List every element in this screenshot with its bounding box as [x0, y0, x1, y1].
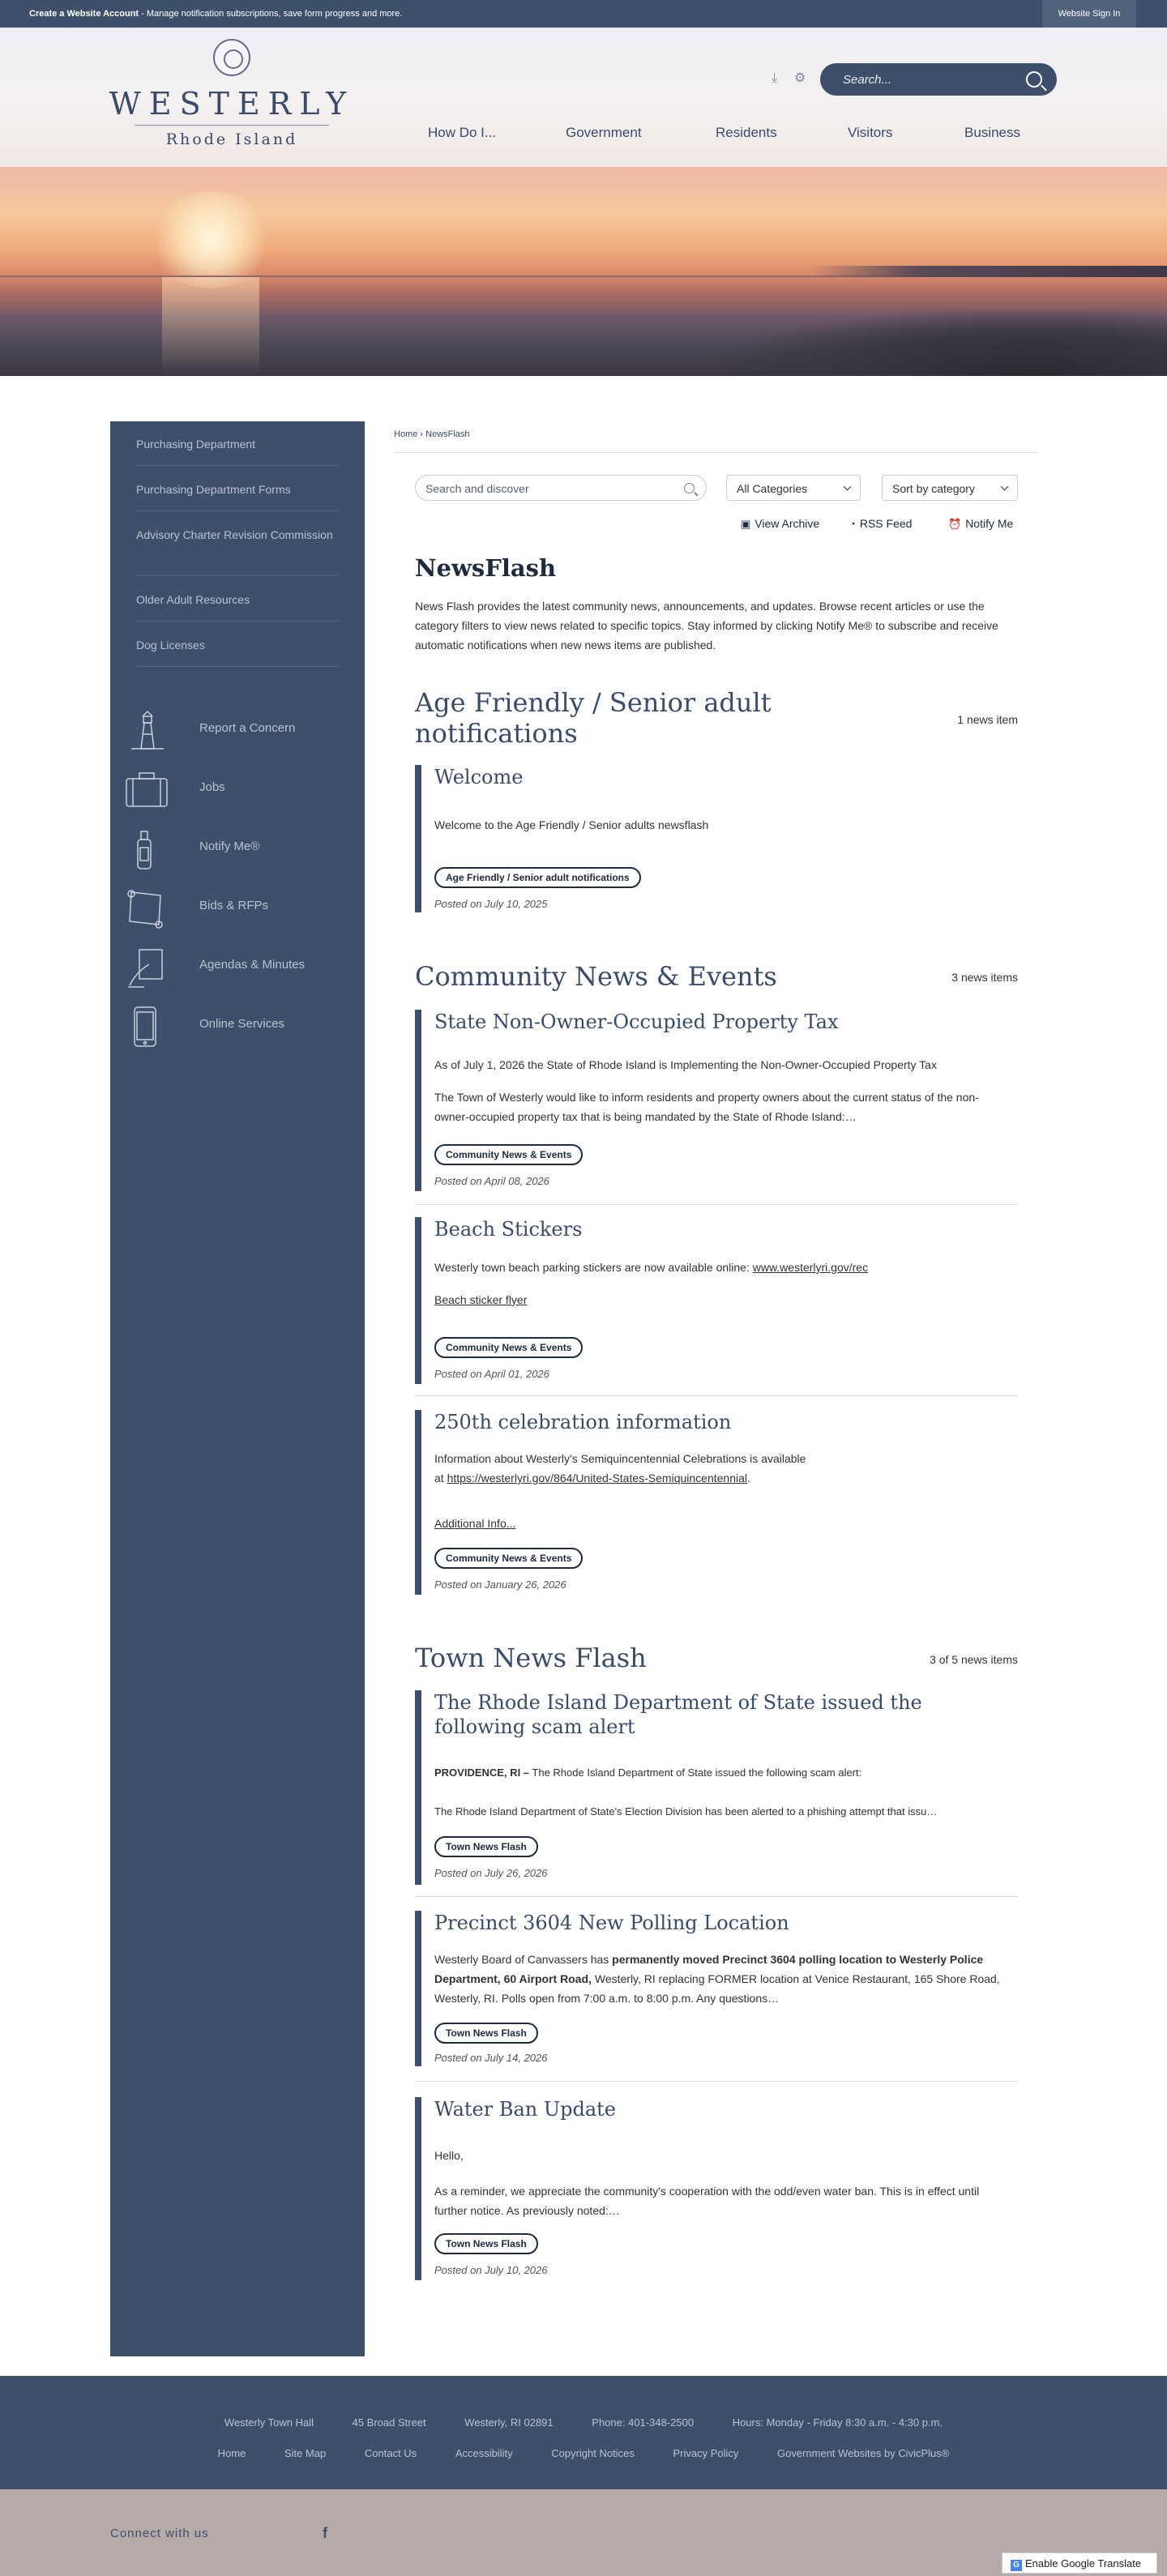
news-item	[415, 1690, 1018, 1885]
news-item-date: Posted on July 10, 2025	[434, 898, 548, 910]
nav-visitors[interactable]: Visitors	[848, 125, 893, 140]
logo-wordmark: WESTERLY	[109, 86, 355, 122]
news-divider	[415, 1896, 1018, 1897]
news-item	[415, 1010, 1018, 1191]
create-account-link[interactable]	[29, 9, 402, 19]
nav-government[interactable]: Government	[566, 125, 642, 140]
footer-link-accessibility[interactable]: Accessibility	[455, 2447, 513, 2459]
hero-glare	[162, 277, 259, 374]
news-item	[415, 1911, 1018, 2066]
quicklink-label: Notify Me®	[199, 839, 260, 853]
quicklink-report-concern[interactable]	[123, 707, 350, 752]
news-item-body-text: at	[434, 1472, 447, 1485]
chevron-down-icon	[844, 483, 852, 491]
news-item	[415, 1217, 1018, 1384]
news-item-tag[interactable]: Community News & Events	[434, 1144, 583, 1165]
news-item-body-bold: PROVIDENCE, RI –	[434, 1766, 530, 1779]
breadcrumb	[394, 429, 470, 439]
news-divider	[415, 2081, 1018, 2082]
breadcrumb-separator: ›	[420, 429, 424, 439]
footer-link-privacy[interactable]: Privacy Policy	[673, 2447, 739, 2459]
news-item-body: As of July 1, 2026 the State of Rhode Island is Implementing the Non-Owner-Occupied Property Tax	[434, 1058, 937, 1071]
create-account-bold[interactable]: Create a Website Account	[29, 9, 139, 19]
translate-icon[interactable]: ⤓	[772, 71, 778, 85]
site-footer	[0, 2376, 1167, 2489]
news-item-body-text: Westerly town beach parking stickers are now available online:	[434, 1261, 753, 1274]
footer-street: 45 Broad Street	[352, 2416, 426, 2429]
sidebar-divider	[136, 621, 339, 622]
hero-rocks	[713, 311, 1167, 376]
news-item-tag[interactable]: Community News & Events	[434, 1548, 583, 1569]
westerly-logo[interactable]	[109, 39, 355, 177]
news-item-link[interactable]: www.westerlyri.gov/rec	[752, 1261, 869, 1274]
header-icons	[772, 70, 817, 86]
footer-link-home[interactable]: Home	[217, 2447, 246, 2459]
lighthouse-icon	[123, 710, 169, 752]
news-item-body: As a reminder, we appreciate the community's cooperation with the odd/even water ban. This is in effect until further notice. As previously noted:…	[434, 2185, 980, 2217]
archive-icon: ▣	[741, 518, 751, 530]
create-account-text: - Manage notification subscriptions, save form progress and more.	[139, 9, 403, 19]
news-item	[415, 1410, 1018, 1595]
news-item-tag[interactable]: Town News Flash	[434, 1836, 538, 1857]
quicklink-online-services[interactable]	[123, 1002, 350, 1048]
footer-hours: Hours: Monday - Friday 8:30 a.m. - 4:30 p.m.	[732, 2416, 943, 2429]
news-item-body-text: The Rhode Island Department of State issued the following scam alert:	[529, 1766, 862, 1779]
footer-phone[interactable]: Phone: 401-348-2500	[592, 2416, 695, 2429]
quill-document-icon	[123, 946, 169, 989]
rss-feed-link[interactable]	[849, 517, 912, 530]
news-item-body: The Town of Westerly would like to inform residents and property owners about the current status of the non-owner-occupied property tax that is being mandated by the State of Rhode Island:…	[434, 1091, 979, 1123]
town-seal-icon	[213, 39, 250, 76]
website-sign-in-button[interactable]: Website Sign In	[1042, 0, 1136, 28]
google-translate-button[interactable]	[1002, 2553, 1157, 2574]
breadcrumb-current: NewsFlash	[425, 429, 470, 439]
news-item-title[interactable]: Water Ban Update	[434, 2098, 616, 2121]
briefcase-icon	[123, 769, 169, 811]
page-description: News Flash provides the latest community news, announcements, and updates. Browse recent articles or use the category filters to view news related to specific topics. Stay informed by clicking Notify Me® to subscribe and receive automatic notifications when new news items are published.	[415, 600, 998, 651]
connect-heading: Connect with us	[110, 2527, 209, 2540]
smartphone-icon	[123, 1006, 169, 1048]
footer-city: Westerly, RI 02891	[464, 2416, 554, 2429]
quicklink-jobs[interactable]	[123, 766, 350, 811]
additional-info-link[interactable]: Additional Info...	[434, 1517, 516, 1530]
sidebar-item-purchasing-forms[interactable]: Purchasing Department Forms	[136, 483, 291, 496]
site-header	[0, 28, 1167, 167]
quicklink-label: Online Services	[199, 1017, 285, 1031]
news-item	[415, 2097, 1018, 2280]
news-item-date: Posted on January 26, 2026	[434, 1578, 566, 1591]
search-icon[interactable]	[1026, 71, 1042, 88]
footer-link-contact[interactable]: Contact Us	[364, 2447, 417, 2459]
news-item-body	[434, 1258, 1010, 1277]
nav-residents[interactable]: Residents	[716, 125, 777, 140]
news-divider	[415, 1204, 1018, 1205]
sidebar-item-older-adult[interactable]: Older Adult Resources	[136, 593, 250, 606]
category-title[interactable]: Town News Flash	[415, 1643, 647, 1673]
page-title: NewsFlash	[415, 554, 557, 582]
scroll-icon	[123, 887, 169, 929]
hero-banner	[0, 167, 1167, 376]
news-item-date: Posted on July 14, 2026	[434, 2052, 548, 2064]
nav-how-do-i[interactable]: How Do I...	[428, 125, 497, 140]
hero-sun	[146, 191, 276, 288]
social-bar	[0, 2489, 1167, 2576]
breadcrumb-divider	[394, 452, 1037, 453]
sidebar-item-dog-licenses[interactable]: Dog Licenses	[136, 639, 205, 651]
news-item-body	[434, 1449, 1010, 1488]
footer-contact-row	[0, 2416, 1167, 2429]
sidebar-divider	[136, 465, 339, 466]
google-translate-icon: G	[1011, 2560, 1022, 2571]
category-count: 3 of 5 news items	[930, 1653, 1018, 1666]
news-item-body	[434, 1763, 1010, 1783]
footer-link-copyright[interactable]: Copyright Notices	[551, 2447, 635, 2459]
news-divider	[415, 1395, 1018, 1396]
sort-select[interactable]	[882, 475, 1018, 501]
news-item-tag[interactable]: Age Friendly / Senior adult notifications	[434, 867, 641, 888]
news-search-placeholder: Search and discover	[425, 482, 529, 495]
quicklink-label: Report a Concern	[199, 721, 296, 735]
footer-town-hall: Westerly Town Hall	[224, 2416, 314, 2429]
news-item-body	[434, 1514, 1010, 1533]
sidebar	[110, 421, 365, 2356]
bottle-message-icon	[123, 828, 169, 870]
footer-links-row	[0, 2447, 1167, 2459]
news-item-title[interactable]: State Non-Owner-Occupied Property Tax	[434, 1010, 839, 1033]
news-item-title[interactable]: The Rhode Island Department of State issued the following scam alert	[434, 1691, 922, 1738]
alarm-icon: ⏰	[948, 518, 962, 530]
news-item-link[interactable]: https://westerlyri.gov/864/United-States-Semiquincentennial	[447, 1472, 747, 1485]
chevron-down-icon	[1001, 483, 1009, 491]
facebook-icon[interactable]: f	[323, 2525, 327, 2541]
breadcrumb-home[interactable]: Home	[394, 429, 418, 439]
beach-sticker-flyer-link[interactable]: Beach sticker flyer	[434, 1293, 528, 1306]
quicklink-label: Bids & RFPs	[199, 899, 269, 912]
news-item-body-text: Westerly Board of Canvassers has	[434, 1953, 613, 1966]
notify-me-label: Notify Me	[965, 517, 1014, 530]
news-item-title[interactable]: 250th celebration information	[434, 1411, 732, 1433]
news-item-body-text: .	[747, 1472, 750, 1485]
rss-icon: ◔	[849, 518, 856, 530]
google-translate-label: Enable Google Translate	[1025, 2557, 1142, 2570]
search-icon[interactable]	[684, 483, 695, 493]
news-item-title[interactable]: Welcome	[434, 766, 524, 788]
news-item-date: Posted on July 10, 2026	[434, 2264, 548, 2276]
logo-subtitle: Rhode Island	[165, 130, 298, 148]
sort-select-value: Sort by category	[892, 482, 975, 495]
sidebar-divider	[136, 666, 339, 667]
category-title[interactable]: Age Friendly / Senior adult notifications	[415, 687, 772, 749]
news-item-tag[interactable]: Town News Flash	[434, 2023, 538, 2044]
news-item-tag[interactable]: Community News & Events	[434, 1337, 583, 1358]
notify-me-link[interactable]	[948, 517, 1013, 531]
footer-link-site-map[interactable]: Site Map	[284, 2447, 327, 2459]
news-item-body	[434, 1290, 1010, 1309]
news-item-body: Hello,	[434, 2149, 464, 2162]
hero-shoreline	[810, 266, 1167, 277]
news-item-date: Posted on April 08, 2026	[434, 1175, 549, 1187]
view-archive-link[interactable]	[741, 517, 819, 531]
category-title[interactable]: Community News & Events	[415, 961, 777, 992]
news-item-date: Posted on April 01, 2026	[434, 1368, 549, 1380]
sidebar-item-advisory-charter[interactable]: Advisory Charter Revision Commission	[136, 528, 333, 541]
news-item-tag[interactable]: Town News Flash	[434, 2233, 538, 2254]
quicklink-notify-me[interactable]	[123, 825, 350, 870]
rss-feed-label: RSS Feed	[859, 517, 913, 530]
quicklink-bids-rfps[interactable]	[123, 884, 350, 929]
news-item-body: Welcome to the Age Friendly / Senior adults newsflash	[434, 818, 709, 831]
footer-link-civicplus[interactable]: Government Websites by CivicPlus®	[777, 2447, 950, 2459]
news-item-body: The Rhode Island Department of State's Election Division has been alerted to a phishing attempt that issu…	[434, 1805, 938, 1818]
logo-divider	[135, 125, 329, 126]
nav-business[interactable]: Business	[964, 125, 1020, 140]
category-count: 3 news items	[951, 971, 1018, 984]
news-item	[415, 765, 1018, 912]
news-item-date: Posted on July 26, 2026	[434, 1867, 548, 1879]
news-item-body-text: Information about Westerly's Semiquincentennial Celebrations is available	[434, 1452, 806, 1465]
category-select-value: All Categories	[737, 482, 808, 495]
quicklink-label: Agendas & Minutes	[199, 958, 306, 972]
news-item-body-text: Westerly, RI replacing FORMER location at Venice Restaurant, 165 Shore Road, Westerly, RI. Polls open from 7:00 a.m. to 8:00 p.m. Any questions…	[434, 1972, 1000, 2005]
site-search-placeholder: Search...	[843, 73, 892, 87]
quicklink-agendas-minutes[interactable]	[123, 943, 350, 989]
sidebar-divider	[136, 575, 339, 576]
site-search-input[interactable]	[820, 63, 1057, 96]
quicklink-label: Jobs	[199, 780, 225, 794]
news-item-body-bold: permanently moved Precinct 3604 polling location to Westerly Police Department, 60 Airport Road,	[434, 1953, 984, 1985]
view-archive-label: View Archive	[754, 517, 820, 530]
news-item-body	[434, 1950, 1010, 2008]
gear-icon[interactable]: ⚙	[794, 71, 806, 85]
sidebar-item-purchasing-department[interactable]: Purchasing Department	[136, 438, 256, 451]
news-item-title[interactable]: Beach Stickers	[434, 1218, 583, 1241]
news-search-input[interactable]	[415, 475, 707, 501]
category-select[interactable]	[726, 475, 861, 501]
top-bar	[0, 0, 1167, 28]
category-count: 1 news item	[957, 713, 1018, 726]
news-item-title[interactable]: Precinct 3604 New Polling Location	[434, 1912, 789, 1934]
